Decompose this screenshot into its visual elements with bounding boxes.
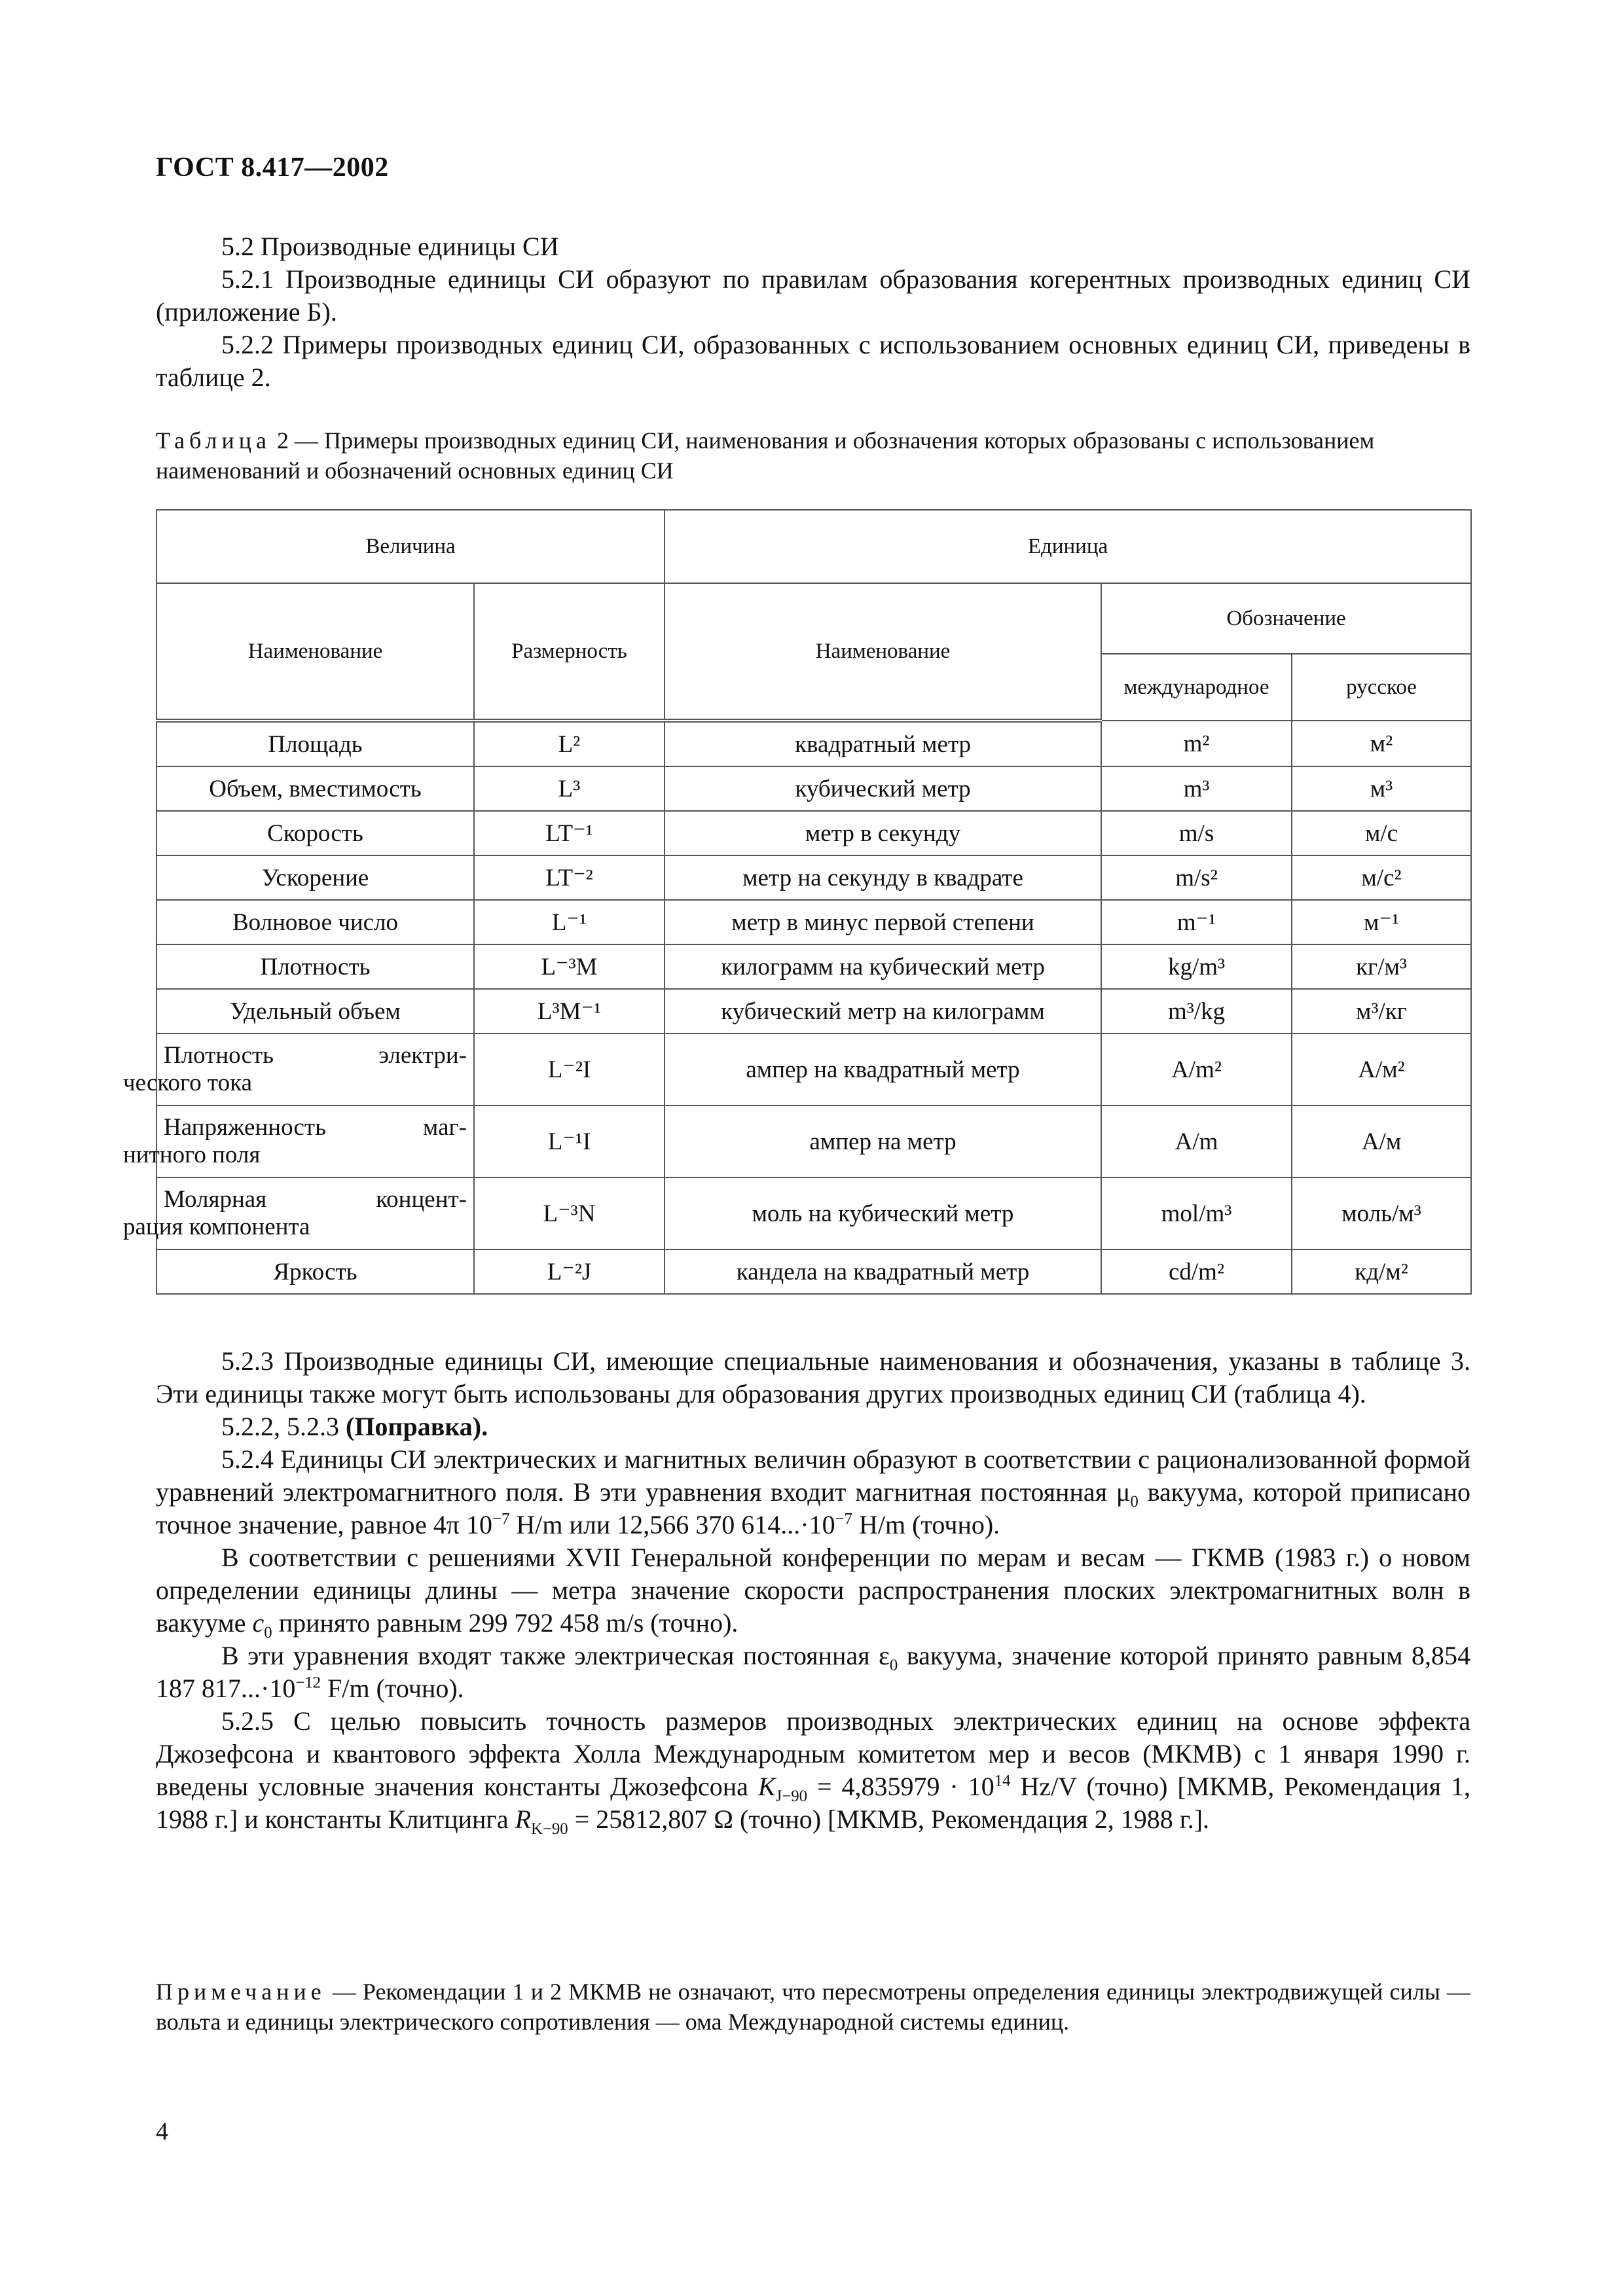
header-quantity: Величина <box>156 510 665 583</box>
row-symbol-intl: mol/m³ <box>1101 1177 1292 1249</box>
paragraph-5-2-1: 5.2.1 Производные единицы СИ образуют по правилам образования когерентных производных единиц СИ (приложение Б). <box>156 264 1470 327</box>
row-symbol-rus: моль/м³ <box>1292 1177 1471 1249</box>
table-row <box>156 811 1471 855</box>
paragraph-gkmv <box>156 1541 1470 1640</box>
josephson-constant-symbol: K <box>757 1772 776 1801</box>
paragraph-5-2-5-part-b: = 4,835979 · 10 <box>807 1772 994 1801</box>
note-label: Примечание <box>156 1979 326 2005</box>
row-symbol-rus: м² <box>1292 721 1471 766</box>
c-subscript: 0 <box>264 1624 272 1641</box>
row-quantity-name <box>123 1105 474 1177</box>
header-unit: Единица <box>665 510 1471 583</box>
header-russian: русское <box>1292 654 1471 721</box>
row-dimension: L⁻³N <box>474 1177 665 1249</box>
table-header-row-1 <box>156 510 1471 583</box>
header-dimension: Размерность <box>474 583 665 721</box>
footnote <box>156 1977 1470 2037</box>
epsilon-subscript: 0 <box>889 1657 898 1674</box>
row-quantity-name-line-2: ческого тока <box>123 1069 252 1096</box>
paragraph-gkmv-part-b: принято равным 299 792 458 m/s (точно). <box>272 1608 739 1638</box>
row-quantity-name-line-1: Молярная концент- <box>164 1186 467 1213</box>
row-symbol-rus: м/с <box>1292 811 1471 855</box>
row-symbol-rus: А/м <box>1292 1105 1471 1177</box>
table-row <box>156 1177 1471 1249</box>
row-symbol-rus: м/с² <box>1292 855 1471 900</box>
paragraph-5-2-4-part-c: H/m или 12,566 370 614...·10 <box>509 1510 835 1539</box>
header-unit-name: Наименование <box>665 583 1101 721</box>
row-quantity-name: Удельный объем <box>156 989 474 1033</box>
header-symbol: Обозначение <box>1101 583 1471 654</box>
row-dimension: L⁻³M <box>474 944 665 989</box>
row-symbol-rus: м⁻¹ <box>1292 900 1471 944</box>
paragraph-epsilon-part-a: В эти уравнения входят также электрическая постоянная ε <box>221 1641 890 1670</box>
row-symbol-rus: м³/кг <box>1292 989 1471 1033</box>
header-quantity-name: Наименование <box>156 583 474 721</box>
row-quantity-name: Яркость <box>156 1249 474 1294</box>
row-unit-name: кандела на квадратный метр <box>665 1249 1101 1294</box>
row-dimension: L⁻²I <box>474 1033 665 1105</box>
row-quantity-name <box>123 1177 474 1249</box>
paragraph-5-2-5-part-d: = 25812,807 Ω (точно) [МКМВ, Рекомендация 2, 1988 г.]. <box>568 1804 1210 1834</box>
table-row <box>156 1033 1471 1105</box>
table-caption-text: 2 — Примеры производных единиц СИ, наименования и обозначения которых образованы с использованием наименований и обозначений основных единиц СИ <box>156 427 1375 484</box>
row-dimension: LT⁻¹ <box>474 811 665 855</box>
exponent-minus-7: −7 <box>492 1510 510 1528</box>
section-title: 5.2 Производные единицы СИ <box>221 232 559 261</box>
row-quantity-name: Объем, вместимость <box>156 766 474 811</box>
derived-units-table <box>123 509 1472 1295</box>
klitzing-subscript: K−90 <box>531 1820 568 1838</box>
row-symbol-rus: кд/м² <box>1292 1249 1471 1294</box>
row-symbol-intl: A/m² <box>1101 1033 1292 1105</box>
amendment-note <box>156 1410 1470 1443</box>
exponent-minus-12: −12 <box>295 1674 321 1692</box>
table-row <box>156 766 1471 811</box>
row-quantity-name-line-2: нитного поля <box>123 1141 261 1168</box>
paragraph-5-2-4-part-d: H/m (точно). <box>852 1510 1000 1539</box>
table-row <box>156 944 1471 989</box>
row-symbol-rus: А/м² <box>1292 1033 1471 1105</box>
row-quantity-name: Площадь <box>156 721 474 766</box>
row-dimension: LT⁻² <box>474 855 665 900</box>
row-unit-name: ампер на метр <box>665 1105 1101 1177</box>
document-header: ГОСТ 8.417—2002 <box>156 152 389 183</box>
table-row <box>156 900 1471 944</box>
row-dimension: L² <box>474 721 665 766</box>
exponent-minus-7: −7 <box>835 1510 852 1528</box>
row-dimension: L⁻¹ <box>474 900 665 944</box>
main-text <box>156 1345 1470 1836</box>
mu-subscript: 0 <box>1130 1493 1139 1511</box>
table-header-row-2 <box>156 583 1471 654</box>
row-quantity-name: Скорость <box>156 811 474 855</box>
paragraph-5-2-2: 5.2.2 Примеры производных единиц СИ, образованных с использованием основных единиц СИ, приведены в таблице 2. <box>156 330 1470 392</box>
note-text: — Рекомендации 1 и 2 МКМВ не означают, что пересмотрены определения единицы электродвижущей силы — вольта и единицы электрического сопротивления — ома Международной системы единиц. <box>156 1979 1470 2035</box>
row-dimension: L⁻¹I <box>474 1105 665 1177</box>
paragraph-5-2-5-part-c: Hz/V (точно) [МКМВ, Рекомендация 1, 1988 г.] и константы Клитцинга <box>156 1772 1471 1834</box>
row-symbol-intl: kg/m³ <box>1101 944 1292 989</box>
header-international: международное <box>1101 654 1292 721</box>
row-symbol-intl: A/m <box>1101 1105 1292 1177</box>
amendment-label: (Поправка). <box>346 1412 488 1441</box>
table-caption-label: Таблица <box>156 427 271 454</box>
table-row <box>156 1105 1471 1177</box>
paragraph-gkmv-part-a: В соответствии с решениями XVII Генеральной конференции по мерам и весам — ГКМВ (1983 г.) о новом определении единицы длины — метра значение скорости распространения плоских электромагнитных волн в вакууме <box>156 1543 1470 1638</box>
paragraph-5-2-5-part-a: 5.2.5 С целью повысить точность размеров производных электрических единиц на основе эффекта Джозефсона и квантового эффекта Холла Международным комитетом мер и весов (МКМВ) с 1 января 1990 г. введены условные значения константы Джозефсона <box>156 1706 1470 1801</box>
row-unit-name: метр на секунду в квадрате <box>665 855 1101 900</box>
row-symbol-intl: m³ <box>1101 766 1292 811</box>
amendment-ref: 5.2.2, 5.2.3 <box>221 1412 346 1441</box>
row-dimension: L⁻²J <box>474 1249 665 1294</box>
row-quantity-name-line-2: рация компонента <box>123 1213 310 1240</box>
row-symbol-intl: m/s² <box>1101 855 1292 900</box>
row-quantity-name: Плотность <box>156 944 474 989</box>
josephson-subscript: J−90 <box>775 1787 807 1805</box>
row-symbol-intl: m/s <box>1101 811 1292 855</box>
row-symbol-intl: m⁻¹ <box>1101 900 1292 944</box>
exponent-14: 14 <box>994 1772 1011 1790</box>
table-caption <box>156 425 1470 486</box>
row-unit-name: моль на кубический метр <box>665 1177 1101 1249</box>
paragraph-epsilon-part-c: F/m (точно). <box>321 1674 464 1703</box>
row-quantity-name <box>123 1033 474 1105</box>
row-symbol-rus: м³ <box>1292 766 1471 811</box>
table-row <box>156 721 1471 766</box>
row-quantity-name: Волновое число <box>156 900 474 944</box>
paragraph-5-2-4-part-b: вакуума, которой приписано точное значение, равное 4π 10 <box>156 1477 1470 1539</box>
row-quantity-name: Ускорение <box>156 855 474 900</box>
table-row <box>156 1249 1471 1294</box>
row-unit-name: ампер на квадратный метр <box>665 1033 1101 1105</box>
row-symbol-intl: m² <box>1101 721 1292 766</box>
paragraph-epsilon <box>156 1640 1470 1705</box>
row-symbol-intl: m³/kg <box>1101 989 1292 1033</box>
row-symbol-rus: кг/м³ <box>1292 944 1471 989</box>
row-unit-name: метр в секунду <box>665 811 1101 855</box>
row-unit-name: килограмм на кубический метр <box>665 944 1101 989</box>
row-quantity-name-line-1: Напряженность маг- <box>164 1114 467 1141</box>
paragraph-epsilon-part-b: вакуума, значение которой принято равным 8,854 187 817...·10 <box>156 1641 1470 1703</box>
klitzing-constant-symbol: R <box>515 1804 532 1834</box>
row-dimension: L³M⁻¹ <box>474 989 665 1033</box>
speed-of-light-symbol: c <box>252 1608 264 1638</box>
row-quantity-name-line-1: Плотность электри- <box>164 1042 467 1069</box>
row-unit-name: квадратный метр <box>665 721 1101 766</box>
paragraph-5-2-4-part-a: 5.2.4 Единицы СИ электрических и магнитных величин образуют в соответствии с рационализованной формой уравнений электромагнитного поля. В эти уравнения входит магнитная постоянная μ <box>156 1444 1470 1507</box>
row-unit-name: кубический метр на килограмм <box>665 989 1101 1033</box>
table-row <box>156 989 1471 1033</box>
row-dimension: L³ <box>474 766 665 811</box>
intro-text <box>156 230 1470 394</box>
table-row <box>156 855 1471 900</box>
row-unit-name: кубический метр <box>665 766 1101 811</box>
paragraph-5-2-4 <box>156 1443 1470 1541</box>
paragraph-5-2-3: 5.2.3 Производные единицы СИ, имеющие специальные наименования и обозначения, указаны в таблице 3. Эти единицы также могут быть использованы для образования других производных единиц СИ (таблица 4). <box>156 1346 1470 1408</box>
row-unit-name: метр в минус первой степени <box>665 900 1101 944</box>
page-number: 4 <box>156 2118 168 2145</box>
row-symbol-intl: cd/m² <box>1101 1249 1292 1294</box>
paragraph-5-2-5 <box>156 1705 1470 1836</box>
